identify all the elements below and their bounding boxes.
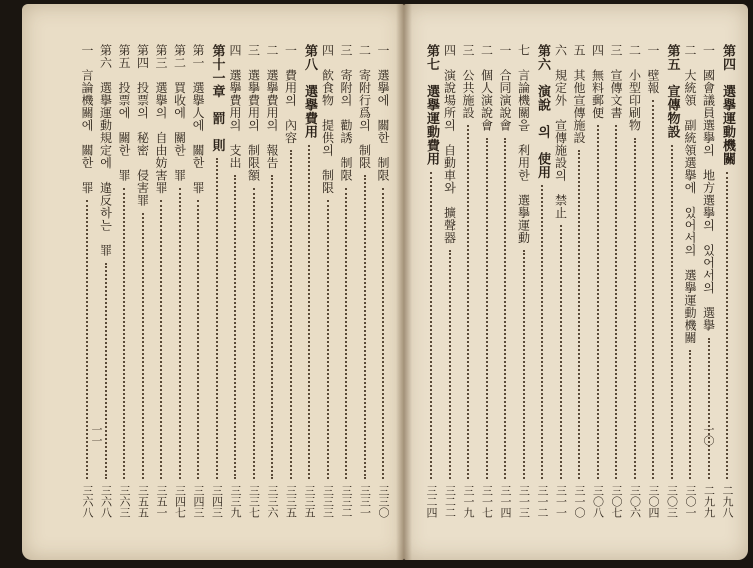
dot-leader: [726, 172, 728, 479]
toc-entry-title: 三 寄附의 勸誘 制限: [339, 44, 353, 182]
dot-leader: [523, 250, 525, 479]
toc-entry: [607, 4, 625, 560]
toc-page-number: 三一九: [462, 485, 475, 518]
left-page: [22, 4, 404, 560]
dot-leader: [179, 188, 181, 479]
toc-page-number: 三二四: [425, 485, 438, 518]
dot-leader: [467, 125, 469, 479]
toc-entry-title: 第三 選擧의 自由妨害罪: [154, 44, 168, 194]
toc-entry-title: 四 選擧費用의 支出: [228, 44, 242, 169]
toc-entry-title: 一 國會議員選擧의 地方選擧의 있어서의 選擧: [701, 44, 716, 332]
toc-entry: [134, 4, 152, 560]
toc-entry: [171, 4, 189, 560]
toc-page-number: 三四七: [173, 485, 187, 518]
toc-entry-title: 六 規定外 宣傳施設의 禁止: [553, 44, 568, 219]
dot-leader: [652, 100, 654, 479]
toc-entry-title: 四 無料郵便: [590, 44, 605, 119]
toc-entry-title: 四 演說場所의 自動車와 擴聲器: [442, 44, 457, 244]
toc-entry-title: 第二 買收에 關한 罪: [172, 44, 187, 182]
toc-entry-title: 一 費用의 內容: [283, 44, 298, 144]
toc-entry: [319, 4, 337, 560]
toc-entry: [374, 4, 392, 560]
right-folio: 一〇: [702, 424, 715, 446]
toc-entry: [552, 4, 570, 560]
toc-entry: [115, 4, 133, 560]
dot-leader: [253, 188, 255, 479]
dot-leader: [597, 125, 599, 479]
dot-leader: [634, 138, 636, 479]
dot-leader: [105, 263, 107, 479]
toc-entry: [263, 4, 281, 560]
toc-page-number: 三六八: [99, 485, 113, 518]
dot-leader: [486, 138, 488, 479]
toc-entry: [422, 4, 440, 560]
dot-leader: [345, 188, 347, 479]
toc-page-number: 三三五: [303, 485, 316, 518]
toc-entry-title: 一 言論機關에 關한 罪: [80, 44, 94, 194]
toc-entry: [300, 4, 318, 560]
dot-leader: [689, 350, 691, 479]
toc-section-heading: 第六 演說 의 使用: [535, 44, 550, 179]
dot-leader: [197, 200, 199, 479]
dot-leader: [382, 188, 384, 479]
toc-entry-title: 七 言論機關을 利用한 選擧運動: [516, 44, 531, 244]
toc-page-number: 三一七: [480, 485, 494, 518]
toc-entry-title: 二 選擧費用의 報告: [265, 44, 279, 169]
toc-entry-title: 四 飮食物 提供의 制限: [320, 44, 335, 194]
toc-page-number: 三三六: [266, 485, 279, 518]
dot-leader: [430, 172, 432, 479]
toc-entry-title: 第四 投票의 秘密 侵害罪: [135, 44, 150, 207]
toc-page-number: 三五一: [155, 485, 168, 518]
dot-leader: [327, 200, 329, 479]
toc-entry: [700, 4, 718, 560]
toc-page-number: 三三二: [340, 485, 353, 518]
toc-entry: [515, 4, 533, 560]
toc-entry: [459, 4, 477, 560]
toc-section-heading: 第四 選擧運動機關: [720, 44, 735, 166]
toc-entry: [478, 4, 496, 560]
toc-entry-title: 一 選擧에 關한 制限: [376, 44, 390, 182]
toc-entry-title: 第六 選擧運動規定에 違反하는 罪: [98, 44, 113, 257]
toc-page-number: 三五五: [136, 485, 150, 518]
toc-entry: [356, 4, 374, 560]
toc-entry: [496, 4, 514, 560]
dot-leader: [671, 145, 673, 479]
toc-page-number: 二九八: [721, 485, 734, 518]
dot-leader: [578, 150, 580, 479]
dot-leader: [449, 250, 451, 479]
dot-leader: [560, 225, 562, 479]
toc-entry-title: 二 大統領 副統領選擧에 있어서의 選擧運動機關: [683, 44, 697, 344]
dot-leader: [615, 125, 617, 479]
left-folio: 一一: [90, 424, 103, 446]
toc-page-number: 三〇一: [684, 485, 697, 518]
right-page: [404, 4, 748, 560]
toc-entry: [208, 4, 226, 560]
toc-page-number: 二九九: [702, 485, 716, 518]
toc-entry: [663, 4, 681, 560]
dot-leader: [234, 175, 236, 479]
toc-entry: [189, 4, 207, 560]
toc-entry: [78, 4, 96, 560]
toc-page-number: 三〇四: [647, 485, 660, 518]
toc-entry: [681, 4, 699, 560]
toc-entry-title: 三 宣傳文書: [609, 44, 623, 119]
toc-entry-title: 五 其他宣傳施設: [572, 44, 586, 144]
toc-page-number: 三〇六: [628, 485, 642, 518]
dot-leader: [708, 338, 710, 479]
toc-entry-title: 第五 投票에 關한 罪: [117, 44, 131, 182]
dot-leader: [308, 145, 310, 479]
toc-entry: [718, 4, 736, 560]
toc-entry: [441, 4, 459, 560]
toc-section-heading: 第五 宣傳物設: [664, 44, 680, 139]
toc-page-number: 三四三: [210, 485, 224, 518]
dot-leader: [123, 188, 125, 479]
toc-page-number: 三二二: [443, 485, 457, 518]
toc-page-number: 三〇八: [591, 485, 605, 518]
toc-page-number: 三一一: [554, 485, 568, 518]
toc-entry-title: 三 選擧費用의 制限額: [246, 44, 261, 182]
toc-page-number: 三一三: [517, 485, 531, 518]
toc-page-number: 三三九: [229, 485, 242, 518]
toc-entry: [152, 4, 170, 560]
dot-leader: [271, 175, 273, 479]
toc-entry: [644, 4, 662, 560]
toc-page-number: 三三五: [284, 485, 298, 518]
dot-leader: [541, 185, 543, 479]
toc-page-number: 三一〇: [573, 485, 586, 518]
toc-page-number: 三三三: [321, 485, 335, 518]
toc-entry-title: 一 合同演說會: [498, 44, 512, 132]
dot-leader: [364, 175, 366, 479]
dot-leader: [290, 150, 292, 479]
toc-entry: [226, 4, 244, 560]
toc-entry: [626, 4, 644, 560]
toc-entry-title: 二 小型印刷物: [627, 44, 642, 132]
toc-entry: [570, 4, 588, 560]
toc-section-heading: 第七 選擧運動費用: [424, 44, 439, 166]
toc-entry: [245, 4, 263, 560]
toc-entry: [97, 4, 115, 560]
toc-entry-title: 二 寄附行爲의 制限: [357, 44, 372, 169]
toc-entry: [533, 4, 551, 560]
toc-entry-title: 一 壁報: [646, 44, 660, 94]
toc-entry-title: 二 個人演說會: [479, 44, 494, 132]
toc-page-number: 三一二: [536, 485, 549, 518]
dot-leader: [142, 213, 144, 479]
toc-entry: [337, 4, 355, 560]
toc-page-number: 三〇三: [665, 485, 679, 518]
toc-section-heading: 第八 選擧費用: [302, 44, 317, 139]
toc-page-number: 三一四: [499, 485, 512, 518]
dot-leader: [504, 138, 506, 479]
toc-entry: [282, 4, 300, 560]
toc-entry-title: 第一 選擧人에 關한 罪: [191, 44, 205, 194]
toc-page-number: 三〇七: [610, 485, 623, 518]
toc-page-number: 三三七: [247, 485, 261, 518]
toc-page-number: 三六八: [81, 485, 94, 518]
toc-section-heading: 第十一章 罰 則: [209, 44, 225, 152]
dot-leader: [160, 200, 162, 479]
toc-page-number: 三四三: [192, 485, 205, 518]
toc-page-number: 三三一: [358, 485, 372, 518]
dot-leader: [216, 158, 218, 479]
toc-page-number: 三三〇: [377, 485, 390, 518]
toc-page-number: 三六三: [118, 485, 131, 518]
toc-entry: [589, 4, 607, 560]
toc-entry-title: 三 公共施設: [461, 44, 475, 119]
